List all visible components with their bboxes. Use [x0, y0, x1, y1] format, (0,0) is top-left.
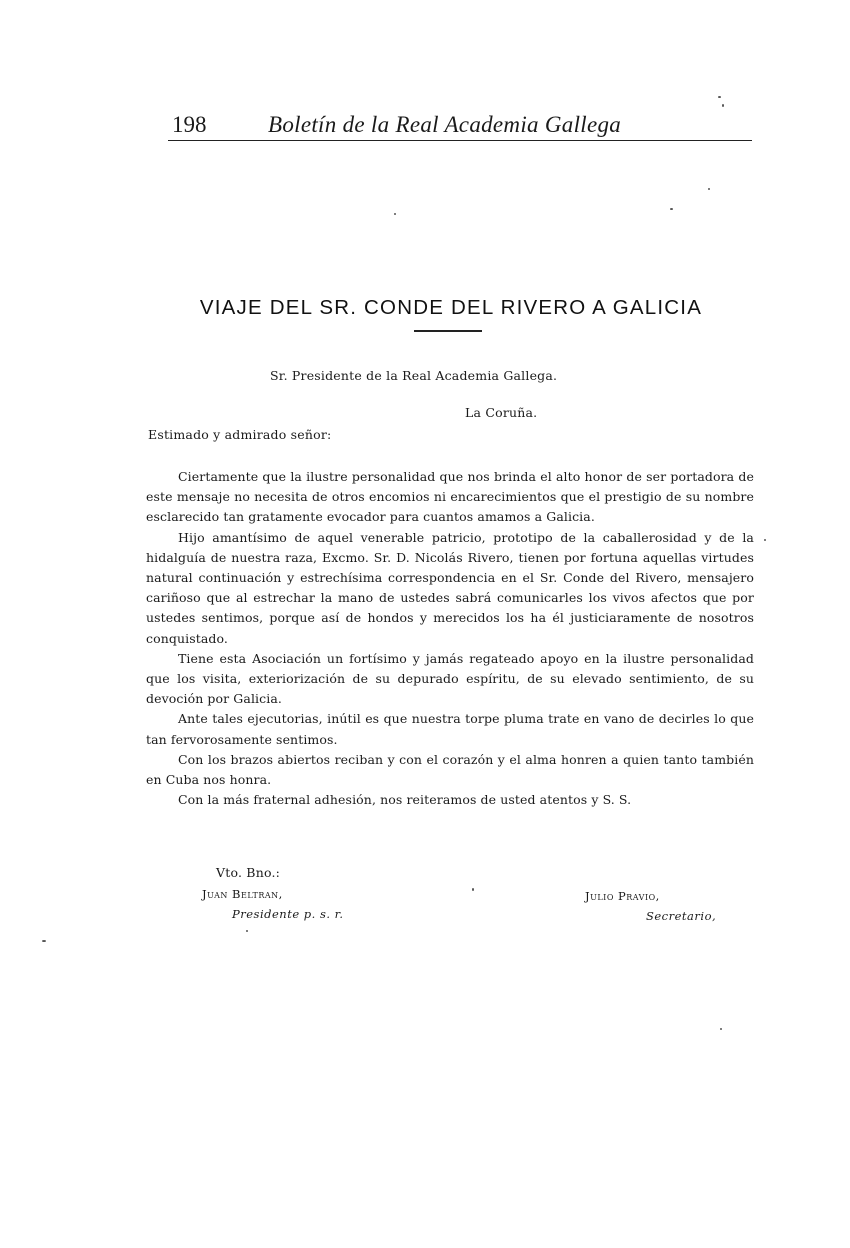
scan-speck	[720, 1028, 722, 1030]
signatory-president-role: Presidente p. s. r.	[232, 907, 344, 921]
scan-speck	[42, 940, 46, 942]
paragraph: Con la más fraternal adhesión, nos reiteramos de usted atentos y S. S.	[178, 792, 632, 808]
title-divider	[414, 330, 482, 332]
signatory-secretary-role: Secretario,	[646, 909, 717, 923]
page-number: 198	[172, 112, 207, 137]
paragraph: Hijo amantísimo de aquel venerable patricio, prototipo de la caballerosidad y de la hidalguía de nuestra raza, Excmo. Sr. D. Nicolás Rivero, tienen por fortuna aquellas virtudes natural continuación y estrechísima correspondencia en el Sr. Conde del Rivero, mensajero cariñoso que al estrechar la mano de ustedes sabrá comunicarles los vivos afectos que por ustedes sentimos, porque así de hondos y merecidos los ha él justiciaramente de nosotros conquistado.	[146, 529, 754, 646]
scan-speck	[718, 96, 721, 98]
article-title: VIAJE DEL SR. CONDE DEL RIVERO A GALICIA	[199, 296, 703, 319]
scan-speck	[394, 213, 396, 215]
scan-speck	[764, 539, 766, 541]
scan-speck	[472, 888, 474, 891]
paragraph: Tiene esta Asociación un fortísimo y jamás regateado apoyo en la ilustre personalidad que los visita, exteriorización de su depurado espíritu, de su elevado sentimiento, de su devoción por Galicia.	[146, 650, 754, 707]
approval-note: Vto. Bno.:	[216, 865, 281, 880]
scan-speck	[722, 104, 724, 107]
letter-salutation: Estimado y admirado señor:	[148, 427, 332, 442]
paragraph: Ante tales ejecutorias, inútil es que nuestra torpe pluma trate en vano de decirles lo que tan fervorosamente sentimos.	[146, 711, 754, 747]
running-header	[168, 108, 752, 141]
letter-place: La Coruña.	[465, 405, 538, 420]
scan-speck	[708, 188, 710, 190]
paragraph: Con los brazos abiertos reciban y con el corazón y el alma honren a quien tanto también en Cuba nos honra.	[146, 751, 754, 788]
signatory-secretary-name: Julio Pravio,	[585, 889, 660, 903]
letter-addressee: Sr. Presidente de la Real Academia Gallega.	[270, 368, 558, 383]
paragraph: Ciertamente que la ilustre personalidad que nos brinda el alto honor de ser portadora de este mensaje no necesita de otros encomios ni encarecimientos que el prestigio de su nombre esclarecido tan gratamente evocador para cuantos amamos a Galicia.	[146, 469, 754, 525]
signatory-president-name: Juan Beltran,	[202, 887, 283, 901]
scan-speck	[670, 208, 673, 210]
letter-body	[146, 467, 754, 810]
scan-speck	[246, 930, 248, 932]
journal-title: Boletín de la Real Academia Gallega	[268, 112, 622, 137]
